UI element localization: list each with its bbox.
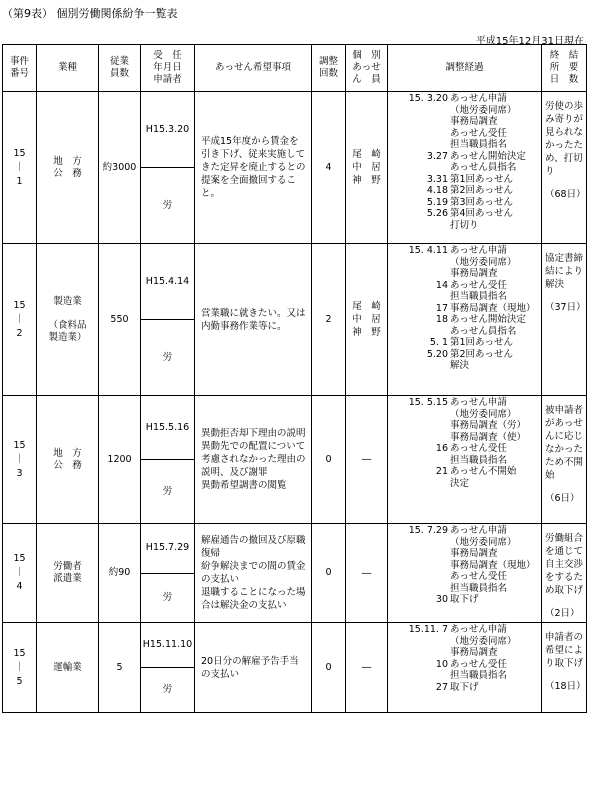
case-number-part: ｜ — [14, 313, 25, 325]
header-requests: あっせん希望事項 — [195, 45, 312, 92]
process-text: あっせん員指名 — [450, 325, 517, 337]
process-line — [390, 245, 539, 257]
no-mediator-dash: ― — [361, 662, 372, 673]
process-line — [390, 455, 539, 467]
process-text: 第3回あっせん — [450, 196, 513, 208]
process-text: 担当職員指名 — [450, 139, 508, 150]
mediator-name: 尾 崎 — [352, 149, 381, 160]
case-number-part: 5 — [16, 675, 23, 687]
result-days: （18日） — [545, 681, 586, 692]
process-line — [390, 268, 539, 280]
process-line — [390, 360, 539, 372]
table-row — [3, 623, 587, 668]
process-text: 事務局調査（使） — [450, 431, 527, 443]
process-text: 担当職員指名 — [450, 582, 508, 594]
process-line — [390, 466, 539, 478]
process-date: 4.18 — [426, 185, 448, 196]
adjust-count: 0 — [312, 623, 346, 713]
employees-cell: 約3000 — [99, 92, 141, 244]
process-date: 5.20 — [426, 348, 448, 360]
process-text: 第4回あっせん — [450, 208, 513, 219]
table-row — [3, 396, 587, 460]
process-date: 14 — [435, 279, 448, 291]
adjust-count: 0 — [312, 524, 346, 623]
header-row — [3, 45, 587, 92]
case-number-part: 3 — [16, 467, 23, 479]
process-line — [390, 548, 539, 560]
result-days: （68日） — [545, 189, 586, 200]
as-of-date: 平成15年12月31日現在 — [475, 36, 584, 47]
process-line — [390, 624, 539, 636]
process-date: 5. 1 — [429, 337, 448, 348]
mediators-cell — [346, 244, 388, 396]
process-date: 15.11. 7 — [408, 624, 448, 635]
process-line — [390, 349, 539, 361]
adjust-count: 2 — [312, 244, 346, 396]
employees-cell: 1200 — [99, 396, 141, 524]
received-date: H15.3.20 — [141, 92, 195, 168]
process-line — [390, 162, 539, 174]
process-line — [390, 314, 539, 326]
mediator-name: 中 居 — [352, 314, 381, 325]
process-text: 解決 — [450, 360, 470, 371]
process-line — [390, 432, 539, 444]
applicant-cell: 労 — [141, 320, 195, 396]
process-line — [390, 116, 539, 128]
case-number-part: ｜ — [14, 453, 25, 465]
process-text: 取下げ — [450, 681, 479, 693]
process-date: 16 — [435, 443, 448, 454]
process-text: 打切り — [450, 219, 479, 231]
process-text: （地労委同席） — [450, 536, 517, 548]
process-text: あっせん受任 — [450, 443, 507, 454]
process-text: （地労委同席） — [450, 635, 517, 647]
process-line — [390, 478, 539, 490]
mediator-name: 神 野 — [352, 327, 381, 338]
header-process: 調整経過 — [388, 45, 542, 92]
process-line — [390, 326, 539, 338]
result-cell — [542, 524, 587, 623]
result-cell — [542, 623, 587, 713]
process-line — [390, 105, 539, 117]
process-line — [390, 409, 539, 421]
result-text: 申請者の希望により取下げ — [545, 632, 584, 669]
process-line — [390, 220, 539, 232]
industry-cell: 地 方 公 務 — [37, 396, 99, 524]
process-text: 事務局調査 — [450, 268, 498, 279]
process-text: 第1回あっせん — [450, 173, 513, 185]
process-text: 事務局調査 — [450, 647, 498, 658]
case-number-part: ｜ — [14, 161, 25, 173]
header-result: 終 結 所 要 日 数 — [542, 45, 587, 92]
case-number-part: 15 — [13, 439, 26, 451]
mediators-cell — [346, 396, 388, 524]
process-date: 15. 5.15 — [408, 397, 448, 408]
industry-cell: 運輸業 — [37, 623, 99, 713]
process-cell — [388, 244, 542, 396]
process-date: 30 — [435, 594, 448, 605]
process-text: 担当職員指名 — [450, 670, 508, 681]
process-line — [390, 291, 539, 303]
process-text: あっせん申請 — [450, 624, 507, 635]
employees-cell: 5 — [99, 623, 141, 713]
case-number-part: 4 — [16, 581, 23, 592]
mediators-cell — [346, 92, 388, 244]
process-text: （地労委同席） — [450, 104, 517, 116]
received-date: H15.11.10 — [141, 623, 195, 668]
adjust-count: 0 — [312, 396, 346, 524]
process-line — [390, 139, 539, 151]
case-number-part: 15 — [13, 647, 26, 659]
received-date: H15.5.16 — [141, 396, 195, 460]
case-number-part: 15 — [13, 147, 26, 159]
process-line — [390, 280, 539, 292]
process-line — [390, 337, 539, 349]
header-adjust-count: 調整 回数 — [312, 45, 346, 92]
process-text: 担当職員指名 — [450, 291, 508, 302]
process-line — [390, 93, 539, 105]
result-text: 労働組合を通じて自主交渉をするため取下げ — [545, 533, 584, 596]
process-text: あっせん受任 — [450, 127, 507, 139]
process-line — [390, 682, 539, 694]
case-number — [3, 396, 37, 524]
process-line — [390, 185, 539, 197]
result-days: （2日） — [545, 608, 580, 619]
process-date: 15. 7.29 — [408, 525, 448, 536]
process-line — [390, 583, 539, 595]
process-line — [390, 525, 539, 537]
process-cell — [388, 623, 542, 713]
dispute-table — [2, 44, 587, 713]
process-date: 15. 4.11 — [408, 245, 448, 256]
industry-cell: 労働者 派遣業 — [37, 524, 99, 623]
process-line — [390, 571, 539, 583]
case-number-part: 15 — [13, 553, 26, 564]
process-line — [390, 174, 539, 186]
received-date: H15.4.14 — [141, 244, 195, 320]
mediators-cell — [346, 623, 388, 713]
process-date: 17 — [435, 302, 448, 314]
process-text: 事務局調査（現地） — [450, 559, 536, 571]
process-date: 18 — [435, 314, 448, 325]
case-number-part: ｜ — [14, 661, 25, 673]
case-number — [3, 524, 37, 623]
header-employees: 従業 員数 — [99, 45, 141, 92]
process-line — [390, 594, 539, 606]
process-line — [390, 443, 539, 455]
table-row — [3, 244, 587, 320]
process-line — [390, 420, 539, 432]
process-text: 取下げ — [450, 594, 479, 605]
adjust-count: 4 — [312, 92, 346, 244]
process-line — [390, 636, 539, 648]
mediator-name: 中 居 — [352, 162, 381, 173]
result-days: （37日） — [545, 302, 586, 313]
request-cell: 平成15年度から賃金を引き下げ、従来実施してきた定昇を廃止するとの提案を全面撤回すること。 — [195, 92, 312, 244]
process-date: 5.26 — [426, 208, 448, 219]
employees-cell: 550 — [99, 244, 141, 396]
mediator-name: 神 野 — [352, 175, 381, 186]
received-date: H15.7.29 — [141, 524, 195, 574]
request-cell: 営業職に就きたい。又は内勤事務作業等に。 — [195, 244, 312, 396]
header-members: 個 別 あっせ ん 員 — [346, 45, 388, 92]
case-number — [3, 623, 37, 713]
process-text: 担当職員指名 — [450, 454, 508, 466]
case-number-part: 2 — [16, 327, 23, 339]
no-mediator-dash: ― — [361, 567, 372, 579]
mediators-cell — [346, 524, 388, 623]
case-number-part: 15 — [13, 299, 26, 311]
process-date: 27 — [435, 681, 448, 693]
table-row — [3, 524, 587, 574]
process-line — [390, 303, 539, 315]
process-date: 3.27 — [426, 150, 448, 162]
document-title: （第9表） 個別労働関係紛争一覧表 — [2, 7, 178, 20]
request-cell: 20日分の解雇予告手当の支払い — [195, 623, 312, 713]
case-number — [3, 244, 37, 396]
process-line — [390, 257, 539, 269]
process-cell — [388, 524, 542, 623]
process-text: 事務局調査 — [450, 116, 498, 127]
applicant-cell: 労 — [141, 668, 195, 713]
result-text: 労使の歩み寄りが見られなかったため、打切り — [545, 101, 584, 177]
process-date: 10 — [435, 658, 448, 670]
process-line — [390, 397, 539, 409]
case-number — [3, 92, 37, 244]
no-mediator-dash: ― — [361, 454, 372, 465]
applicant-cell: 労 — [141, 168, 195, 244]
process-text: （地労委同席） — [450, 256, 517, 268]
process-text: あっせん申請 — [450, 93, 507, 104]
table-row — [3, 92, 587, 168]
applicant-cell: 労 — [141, 460, 195, 524]
process-text: あっせん開始決定 — [450, 150, 526, 162]
mediator-name: 尾 崎 — [352, 301, 381, 312]
process-line — [390, 659, 539, 671]
process-text: 決定 — [450, 477, 470, 489]
request-cell: 異動拒否却下理由の説明 異動先での配置について考慮されなかった理由の説明、及び謝罪 異動希望調書の閲覧 — [195, 396, 312, 524]
process-date: 5.19 — [426, 196, 448, 208]
process-date: 3.31 — [426, 173, 448, 185]
process-line — [390, 128, 539, 140]
header-received: 受 任 年月日 申請者 — [141, 45, 195, 92]
process-text: あっせん受任 — [450, 279, 507, 291]
process-text: あっせん不開始 — [450, 466, 517, 477]
process-text: 第1回あっせん — [450, 337, 513, 348]
process-text: 事務局調査（労） — [450, 420, 527, 431]
industry-cell: 地 方 公 務 — [37, 92, 99, 244]
process-text: 第2回あっせん — [450, 185, 513, 196]
process-date: 15. 3.20 — [408, 93, 448, 104]
employees-cell: 約90 — [99, 524, 141, 623]
industry-cell: 製造業 （食料品 製造業） — [37, 244, 99, 396]
process-line — [390, 208, 539, 220]
process-text: あっせん申請 — [450, 397, 507, 408]
process-line — [390, 670, 539, 682]
applicant-cell: 労 — [141, 573, 195, 623]
process-text: あっせん申請 — [450, 245, 507, 256]
process-date: 21 — [435, 466, 448, 477]
process-text: あっせん員指名 — [450, 162, 517, 173]
header-industry: 業種 — [37, 45, 99, 92]
process-text: 事務局調査（現地） — [450, 302, 536, 314]
process-text: あっせん受任 — [450, 571, 507, 582]
process-line — [390, 197, 539, 209]
process-text: 事務局調査 — [450, 548, 498, 559]
result-cell — [542, 92, 587, 244]
result-days: （6日） — [545, 493, 580, 504]
process-text: あっせん申請 — [450, 525, 507, 536]
process-cell — [388, 92, 542, 244]
result-text: 協定書締結により解決 — [545, 253, 584, 290]
process-line — [390, 151, 539, 163]
process-line — [390, 560, 539, 572]
case-number-part: ｜ — [14, 567, 25, 578]
process-text: （地労委同席） — [450, 408, 517, 420]
case-number-part: 1 — [16, 175, 23, 187]
process-cell — [388, 396, 542, 524]
result-text: 被申請者があっせんに応じなかったため不開始 — [545, 405, 584, 481]
process-text: あっせん受任 — [450, 658, 507, 670]
request-cell: 解雇通告の撤回及び原職復帰 紛争解決までの間の賃金の支払い 退職することになった場合は解決金の支払い — [195, 524, 312, 623]
header-case-no: 事件 番号 — [3, 45, 37, 92]
result-cell — [542, 396, 587, 524]
result-cell — [542, 244, 587, 396]
process-line — [390, 647, 539, 659]
process-text: あっせん開始決定 — [450, 314, 526, 325]
process-line — [390, 537, 539, 549]
process-text: 第2回あっせん — [450, 348, 513, 360]
